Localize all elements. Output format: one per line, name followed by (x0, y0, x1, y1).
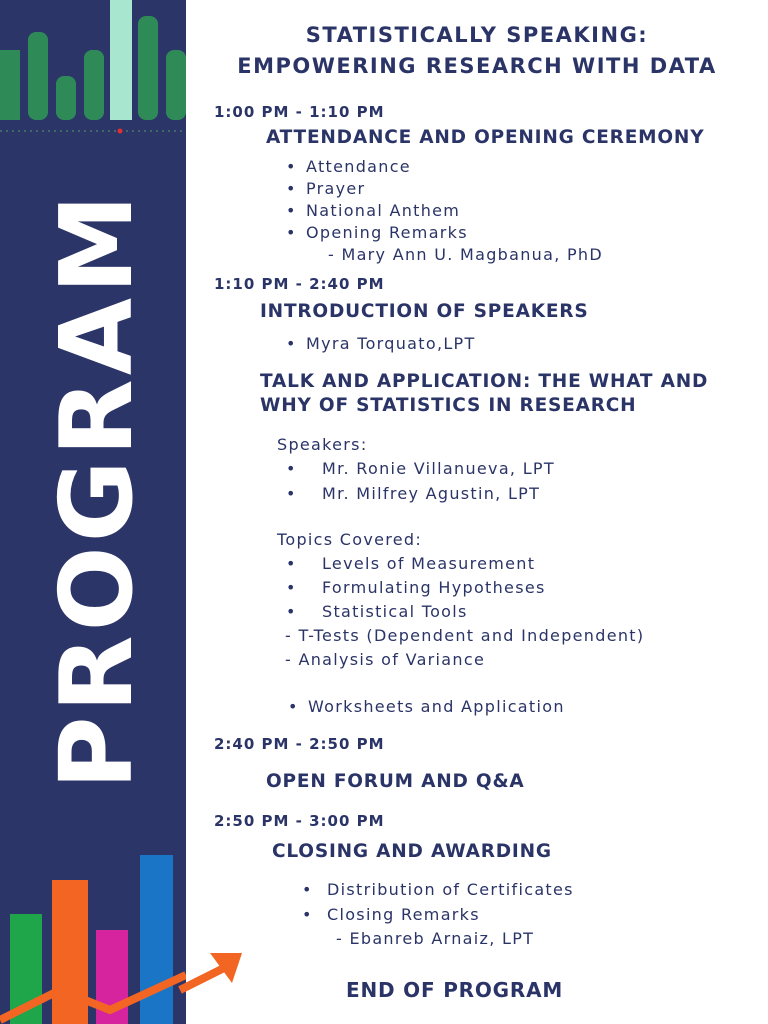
list-item: • Prayer (286, 179, 366, 198)
list-item: • Myra Torquato,LPT (286, 334, 476, 353)
bullet-icon: • (286, 334, 297, 353)
time-slot-4: 2:50 PM - 3:00 PM (214, 812, 385, 830)
page-title-line2: EMPOWERING RESEARCH WITH DATA (237, 54, 717, 78)
bullet-icon: • (302, 905, 313, 924)
list-item: • National Anthem (286, 201, 461, 220)
section-heading-closing: CLOSING AND AWARDING (272, 841, 552, 862)
sub-item: - T-Tests (Dependent and Independent) (285, 626, 645, 645)
bullet-icon: • (302, 880, 313, 899)
section-heading-forum: OPEN FORUM AND Q&A (266, 771, 525, 792)
bullet-icon: • (286, 459, 297, 478)
time-slot-3: 2:40 PM - 2:50 PM (214, 735, 385, 753)
page-title-line1: STATISTICALLY SPEAKING: (305, 23, 649, 47)
list-item: • Mr. Milfrey Agustin, LPT (286, 484, 541, 503)
list-item: • Distribution of Certificates (302, 880, 574, 899)
list-item: • Attendance (286, 157, 411, 176)
sub-item: - Analysis of Variance (285, 650, 486, 669)
section-heading-talk-line2: WHY OF STATISTICS IN RESEARCH (260, 395, 637, 416)
list-item: • Worksheets and Application (288, 697, 565, 716)
bullet-icon: • (286, 179, 297, 198)
bullet-icon: • (286, 484, 297, 503)
bullet-icon: • (286, 602, 297, 621)
bullet-icon: • (286, 201, 297, 220)
list-item: • Levels of Measurement (286, 554, 536, 573)
bullet-icon: • (286, 578, 297, 597)
time-slot-1: 1:00 PM - 1:10 PM (214, 103, 385, 121)
section-heading-intro: INTRODUCTION OF SPEAKERS (260, 301, 589, 322)
list-item: • Formulating Hypotheses (286, 578, 546, 597)
speakers-label: Speakers: (277, 435, 368, 454)
bullet-icon: • (286, 223, 297, 242)
section-heading-opening: ATTENDANCE AND OPENING CEREMONY (266, 127, 705, 148)
list-item: • Closing Remarks (302, 905, 480, 924)
vertical-program-title: PROGRAM (38, 190, 155, 790)
bullet-icon: • (286, 554, 297, 573)
program-content (186, 0, 768, 1024)
bullet-icon: • (288, 697, 299, 716)
list-item: • Mr. Ronie Villanueva, LPT (286, 459, 555, 478)
end-of-program: END OF PROGRAM (346, 978, 564, 1002)
sidebar (0, 0, 186, 1024)
bullet-icon: • (286, 157, 297, 176)
section-heading-talk-line1: TALK AND APPLICATION: THE WHAT AND (260, 371, 709, 392)
list-item: • Opening Remarks (286, 223, 468, 242)
sub-item: - Ebanreb Arnaiz, LPT (336, 929, 535, 948)
list-item: • Statistical Tools (286, 602, 468, 621)
sub-item: - Mary Ann U. Magbanua, PhD (328, 245, 603, 264)
time-slot-2: 1:10 PM - 2:40 PM (214, 275, 385, 293)
topics-label: Topics Covered: (277, 530, 423, 549)
